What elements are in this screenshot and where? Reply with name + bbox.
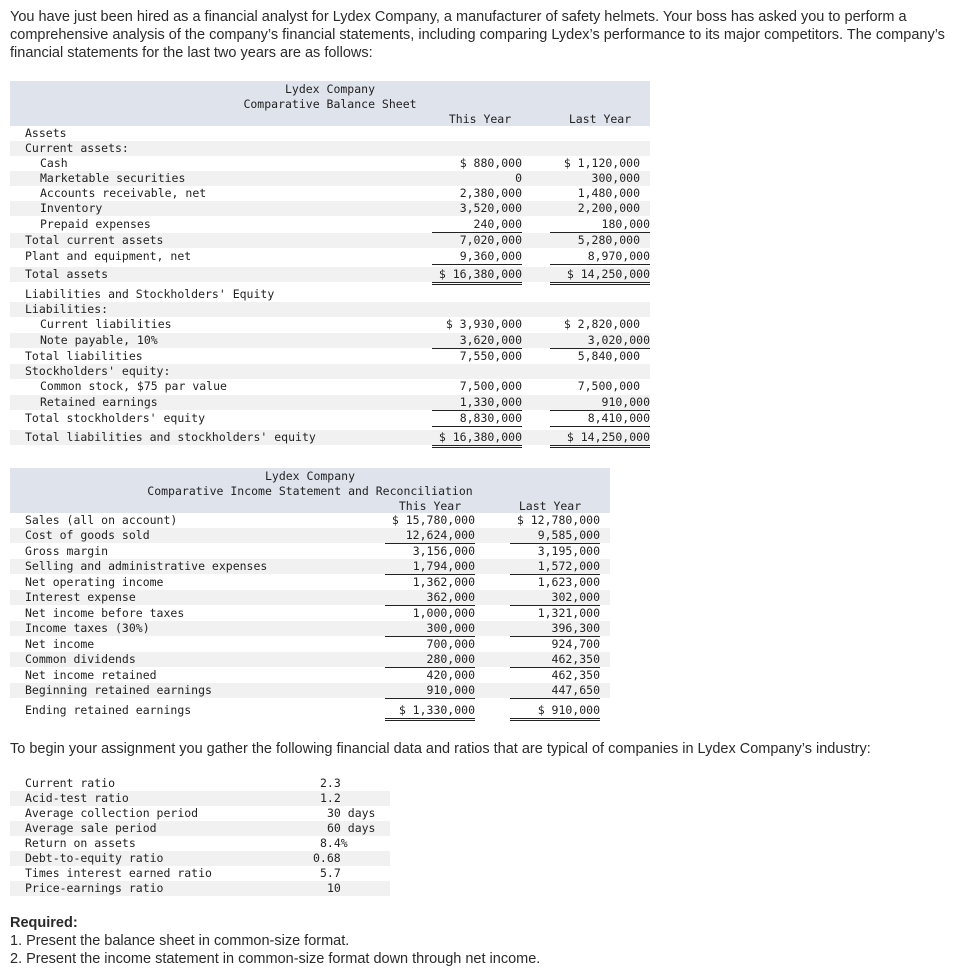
is-row-common-dividends: Common dividends 280,000 462,350	[10, 652, 610, 667]
bs-row-prepaid-expenses: Prepaid expenses 240,000 180,000	[40, 217, 650, 231]
bs-row-stockholders-equity-heading: Stockholders' equity:	[10, 364, 650, 379]
is-row-net-income-before-taxes: Net income before taxes 1,000,000 1,321,000	[25, 606, 600, 620]
bs-row-note-payable: Note payable, 10% 3,620,000 3,020,000	[10, 333, 650, 348]
required-item-1: 1. Present the balance sheet in common-size format.	[10, 933, 350, 949]
intro-paragraph: You have just been hired as a financial analyst for Lydex Company, a manufacturer of safety helmets. Your boss has asked you to perform a comprehensive analysis of the company’s financial statements, including comparing Lydex’s performance to its major competitors. The company’s financial statements for the last two years are as follows:	[10, 9, 945, 61]
balance-sheet-col-last-year: Last Year	[568, 112, 632, 126]
ratio-row: Average collection period 30 days	[25, 806, 376, 820]
required-item-2: 2. Present the income statement in common-size format down through net income.	[10, 951, 541, 967]
balance-sheet-company: Lydex Company	[284, 82, 375, 96]
bs-row-inventory: Inventory 3,520,000 2,200,000	[10, 201, 650, 216]
bs-row-plant-equipment: Plant and equipment, net 9,360,000 8,970,000	[25, 249, 650, 263]
income-statement-col-last-year: Last Year	[518, 499, 582, 513]
bs-row-total-liabilities: Total liabilities 7,550,000 5,840,000	[25, 349, 640, 363]
bs-row-retained-earnings: Retained earnings 1,330,000 910,000	[10, 395, 650, 410]
ratio-row: Acid-test ratio 1.2	[10, 791, 390, 806]
required-heading: Required:	[10, 915, 78, 931]
ratio-row: Price-earnings ratio 10	[10, 881, 390, 896]
is-row-net-income: Net income 700,000 924,700	[25, 637, 600, 651]
is-row-income-taxes: Income taxes (30%) 300,000 396,300	[10, 621, 610, 636]
is-row-beginning-retained-earnings: Beginning retained earnings 910,000 447,650	[10, 683, 610, 698]
bs-row-total-liabilities-and-equity: Total liabilities and stockholders' equity $ 16,380,000 $ 14,250,000	[10, 430, 650, 445]
bs-row-current-assets: Current assets:	[10, 141, 650, 156]
bs-row-current-liabilities: Current liabilities $ 3,930,000 $ 2,820,000	[40, 317, 640, 331]
ratio-row: Current ratio 2.3	[25, 776, 341, 790]
is-row-cost-of-goods-sold: Cost of goods sold 12,624,000 9,585,000	[10, 528, 610, 543]
is-row-net-income-retained: Net income retained 420,000 462,350	[25, 668, 600, 682]
balance-sheet-col-this-year: This Year	[448, 112, 512, 126]
is-row-selling-admin-expenses: Selling and administrative expenses 1,794,000 1,572,000	[10, 559, 610, 574]
balance-sheet	[10, 81, 650, 447]
bs-row-assets: Assets	[25, 126, 67, 140]
is-row-sales: Sales (all on account) $ 15,780,000 $ 12,780,000	[25, 513, 600, 527]
income-statement-title: Comparative Income Statement and Reconciliation	[147, 484, 473, 498]
balance-sheet-title: Comparative Balance Sheet	[243, 97, 417, 111]
is-row-ending-retained-earnings: Ending retained earnings $ 1,330,000 $ 910,000	[10, 703, 610, 718]
is-row-gross-margin: Gross margin 3,156,000 3,195,000	[25, 544, 600, 558]
bs-row-liabilities-heading: Liabilities:	[10, 302, 650, 317]
income-statement-col-this-year: This Year	[398, 499, 462, 513]
ratio-row: Return on assets 8.4%	[25, 836, 348, 850]
bs-row-common-stock: Common stock, $75 par value 7,500,000 7,500,000	[40, 379, 640, 393]
industry-intro: To begin your assignment you gather the following financial data and ratios that are typical of companies in Lydex Company’s industry:	[10, 741, 871, 757]
is-row-net-operating-income: Net operating income 1,362,000 1,623,000	[25, 575, 600, 589]
is-row-interest-expense: Interest expense 362,000 302,000	[10, 590, 610, 605]
bs-row-marketable-securities: Marketable securities 0 300,000	[10, 171, 650, 186]
bs-row-liabilities-equity-heading: Liabilities and Stockholders' Equity	[25, 287, 275, 301]
bs-row-accounts-receivable: Accounts receivable, net 2,380,000 1,480,000	[40, 186, 640, 200]
bs-row-total-current-assets: Total current assets 7,020,000 5,280,000	[10, 233, 650, 248]
ratio-row: Debt-to-equity ratio 0.68	[10, 851, 390, 866]
income-statement	[10, 468, 610, 722]
income-statement-company: Lydex Company	[264, 469, 355, 483]
bs-row-total-assets: Total assets $ 16,380,000 $ 14,250,000	[10, 267, 650, 282]
ratio-row: Times interest earned ratio 5.7	[25, 866, 341, 880]
industry-ratios-table	[10, 776, 390, 897]
ratio-row: Average sale period 60 days	[10, 821, 390, 836]
bs-row-total-stockholders-equity: Total stockholders' equity 8,830,000 8,410,000	[25, 411, 650, 425]
bs-row-cash: Cash $ 880,000 $ 1,120,000	[40, 156, 640, 170]
